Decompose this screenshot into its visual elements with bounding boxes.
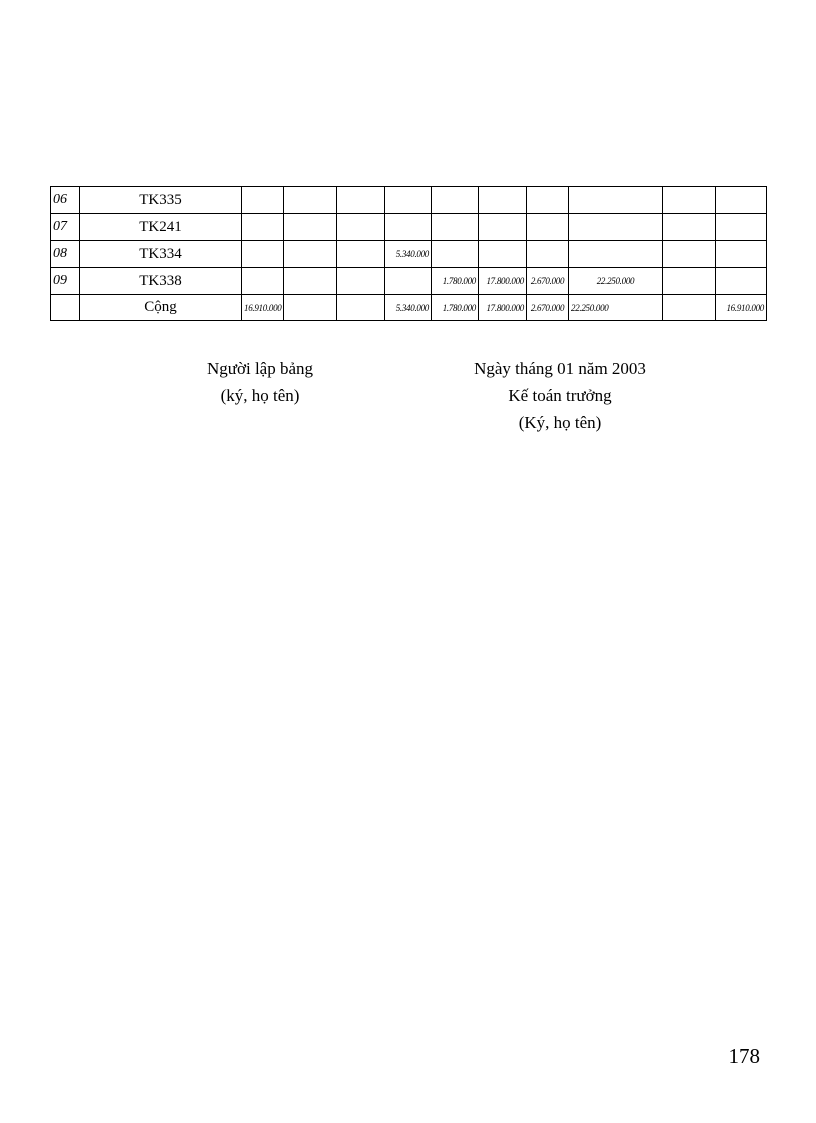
table-cell (385, 187, 432, 214)
table-cell (337, 268, 385, 295)
table-cell: 2.670.000 (527, 268, 569, 295)
signature-date: Ngày tháng 01 năm 2003 (474, 359, 646, 378)
total-cell: 1.780.000 (432, 295, 479, 321)
total-cell: 22.250.000 (569, 295, 663, 321)
total-cell: 16.910.000 (716, 295, 767, 321)
table-cell (479, 241, 527, 268)
row-number: 09 (51, 268, 80, 295)
table-cell (242, 241, 284, 268)
preparer-signature-block (170, 355, 350, 409)
total-cell: 17.800.000 (479, 295, 527, 321)
table-row (51, 214, 767, 241)
table-cell (527, 187, 569, 214)
preparer-note: (ký, họ tên) (220, 386, 300, 405)
table-cell (663, 268, 716, 295)
table-row (51, 268, 767, 295)
row-number: 08 (51, 241, 80, 268)
chief-accountant-signature-block (450, 355, 670, 436)
preparer-title: Người lập bảng (206, 359, 314, 378)
table-cell (663, 241, 716, 268)
table-cell (569, 187, 663, 214)
table-cell (284, 187, 337, 214)
total-label: Cộng (80, 295, 242, 321)
row-number: 07 (51, 214, 80, 241)
table-cell (663, 187, 716, 214)
total-cell (337, 295, 385, 321)
account-code: TK338 (80, 268, 242, 295)
table-cell (337, 214, 385, 241)
table-cell: 22.250.000 (569, 268, 663, 295)
table-cell (337, 187, 385, 214)
table-cell (479, 214, 527, 241)
chief-accountant-title: Kế toán trưởng (508, 386, 612, 405)
table-cell (527, 214, 569, 241)
table-cell (569, 241, 663, 268)
total-cell (284, 295, 337, 321)
table-cell (385, 268, 432, 295)
table-cell (479, 187, 527, 214)
total-cell: 5.340.000 (385, 295, 432, 321)
table-cell: 17.800.000 (479, 268, 527, 295)
chief-accountant-note: (Ký, họ tên) (518, 413, 602, 432)
ledger-table (50, 186, 767, 321)
row-number: 06 (51, 187, 80, 214)
table-cell (242, 187, 284, 214)
total-row (51, 295, 767, 321)
table-cell (284, 241, 337, 268)
table-cell (385, 214, 432, 241)
table-row (51, 241, 767, 268)
total-cell (663, 295, 716, 321)
table-cell: 5.340.000 (385, 241, 432, 268)
table-cell (716, 187, 767, 214)
table-cell (663, 214, 716, 241)
table-cell (284, 214, 337, 241)
account-code: TK334 (80, 241, 242, 268)
account-code: TK241 (80, 214, 242, 241)
total-cell: 2.670.000 (527, 295, 569, 321)
table-cell (569, 214, 663, 241)
table-cell (716, 241, 767, 268)
table-cell (716, 214, 767, 241)
row-number (51, 295, 80, 321)
table-cell (242, 214, 284, 241)
table-cell (432, 187, 479, 214)
page-number: 178 (728, 1044, 760, 1068)
table-cell (432, 214, 479, 241)
table-row (51, 187, 767, 214)
total-cell: 16.910.000 (242, 295, 284, 321)
table-cell (527, 241, 569, 268)
table-cell (284, 268, 337, 295)
table-cell (716, 268, 767, 295)
table-cell (242, 268, 284, 295)
table-cell (337, 241, 385, 268)
table-cell: 1.780.000 (432, 268, 479, 295)
account-code: TK335 (80, 187, 242, 214)
table-cell (432, 241, 479, 268)
